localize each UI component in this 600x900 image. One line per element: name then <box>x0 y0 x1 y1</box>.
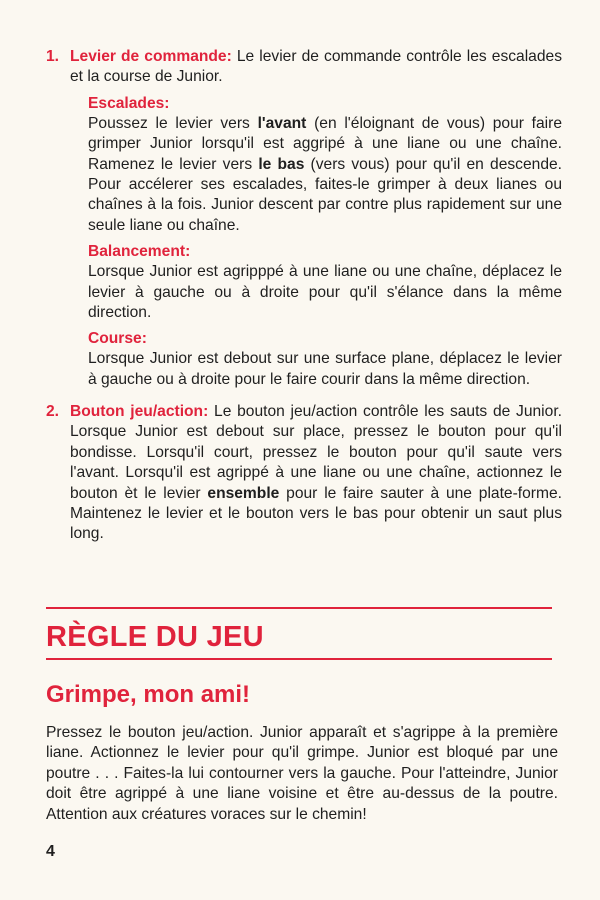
item-title: Levier de commande: <box>70 48 232 65</box>
subsection-course <box>88 329 562 390</box>
subsection-title: Course: <box>88 330 147 348</box>
subsection-text: Poussez le levier vers l'avant (en l'éloignant de vous) pour faire grimper Junior lorsqu'il est aggripé à une liane ou une chaîne. Ramenez le levier vers le bas (vers vous) pour qu'il en descende. Pour accélerer ses escalades, faites-le grimper à deux lianes ou chaînes à la fois. Junior descent par contre plus rapidement sur une seule liane ou chaîne. <box>88 114 563 234</box>
sub-heading: Grimpe, mon ami! <box>46 681 251 708</box>
instruction-item-action-button <box>46 402 562 545</box>
item-intro: Le levier de commande contrôle les escalades et la course de Junior. <box>70 48 562 86</box>
body-paragraph: Pressez le bouton jeu/action. Junior apparaît et s'agrippe à la première liane. Actionnez le levier pour qu'il grimpe. Junior est bloqué par une poutre . . . Faites-la lui contourner vers la gauche. Pour l'atteindre, Junior doit être agrippé à une liane voisine et être au-dessus de la poutre. Attention aux créatures voraces sur le chemin! <box>46 724 558 823</box>
subsection-escalades <box>88 94 562 236</box>
item-number: 1. <box>46 48 60 65</box>
subsection-title: Escalades: <box>88 94 170 112</box>
page-number: 4 <box>46 843 55 860</box>
item-number: 2. <box>46 403 60 420</box>
subsection-text: Lorsque Junior est debout sur une surface plane, déplacez le levier à gauche ou à droite pour le faire courir dans la même direction. <box>88 350 562 388</box>
divider-bottom <box>46 658 552 660</box>
item-text: Bouton jeu/action: Le bouton jeu/action contrôle les sauts de Junior. Lorsque Junior est debout sur place, pressez le bouton pour qu'il bondisse. Lorsqu'il court, pressez le bouton pour qu'il saute vers l'avant. Lorsqu'il est agrippé à une liane ou une chaîne, actionnez le bouton èt le levier ensemble pour le faire sauter à une plate-forme. Maintenez le levier et le bouton vers le bas pour obtenir un saut plus long. <box>70 403 562 543</box>
divider-top <box>46 607 552 609</box>
instruction-item-joystick <box>46 47 562 390</box>
subsection-text: Lorsque Junior est agripppé à une liane ou une chaîne, déplacez le levier à gauche ou à droite pour qu'il s'élance dans la même direction. <box>88 263 562 322</box>
section-title: RÈGLE DU JEU <box>46 621 264 653</box>
subsection-title: Balancement: <box>88 243 191 261</box>
subsection-balancement <box>88 242 562 323</box>
